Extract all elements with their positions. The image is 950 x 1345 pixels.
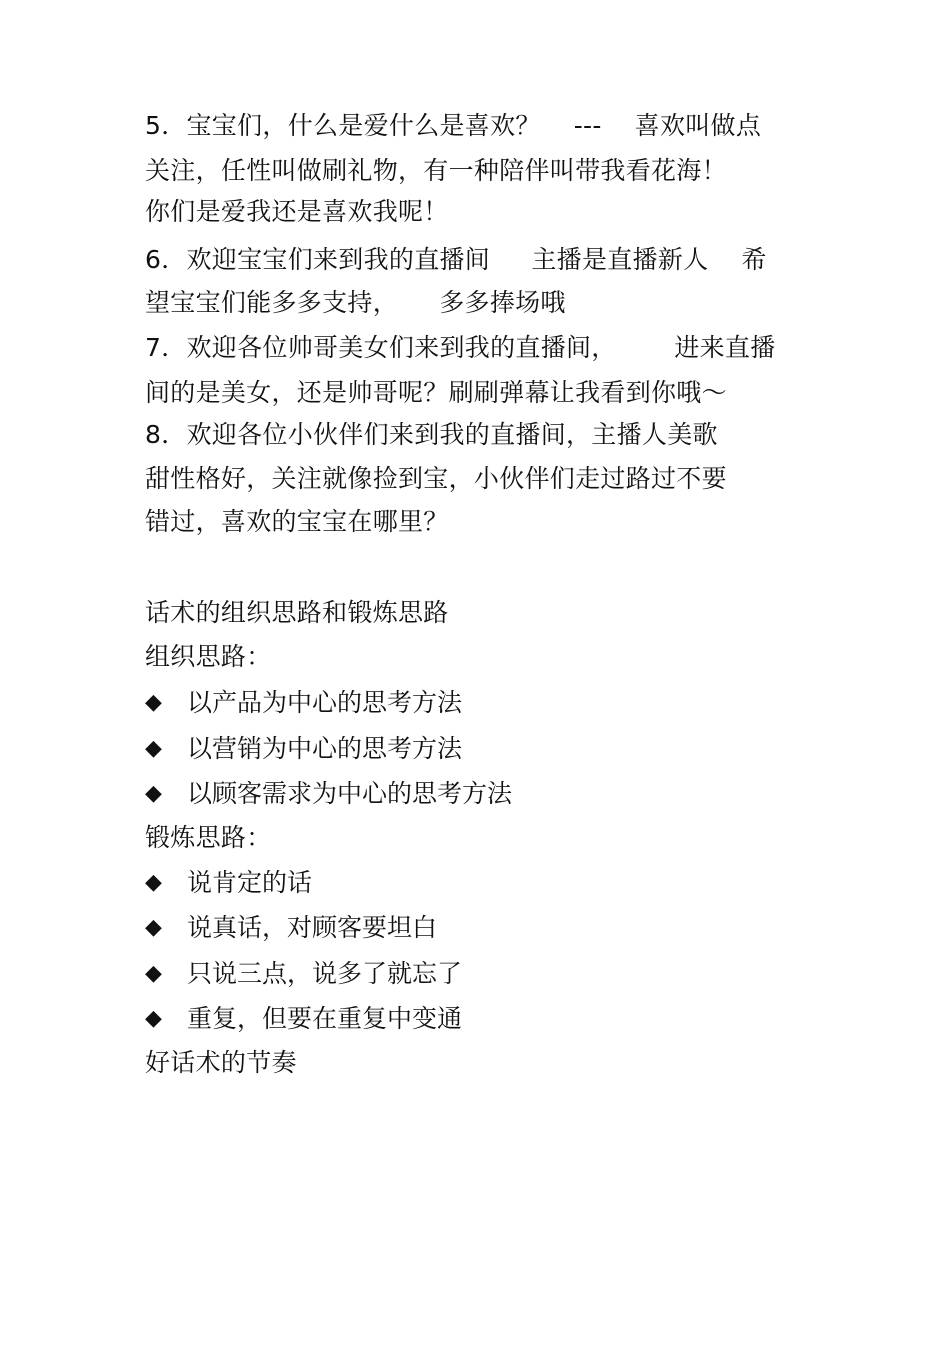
practice-label: 锻炼思路： [145,823,272,852]
practice-bullet-4: 重复，但要在重复中变通 [187,1004,463,1033]
item-6-line-2: 望宝宝们能多多支持， 多多捧场哦 [145,288,566,317]
item-5-line-1: 5．宝宝们，什么是爱什么是喜欢？ --- 喜欢叫做点 [145,111,762,140]
item-8-line-3: 错过，喜欢的宝宝在哪里？ [145,507,449,536]
diamond-bullet-icon: ◆ [145,1006,162,1031]
item-7-line-2: 间的是美女，还是帅哥呢？刷刷弹幕让我看到你哦～ [145,378,727,407]
section-heading: 话术的组织思路和锻炼思路 [145,598,449,627]
practice-bullet-2: 说真话，对顾客要坦白 [187,913,438,942]
rhythm-heading: 好话术的节奏 [145,1048,297,1077]
item-6-line-1: 6．欢迎宝宝们来到我的直播间 主播是直播新人 希 [145,245,767,274]
diamond-bullet-icon: ◆ [145,781,162,806]
diamond-bullet-icon: ◆ [145,870,162,895]
item-8-line-2: 甜性格好，关注就像捡到宝，小伙伴们走过路过不要 [145,464,727,493]
practice-bullet-3: 只说三点，说多了就忘了 [187,959,463,988]
practice-bullet-1: 说肯定的话 [187,868,313,897]
organize-bullet-3: 以顾客需求为中心的思考方法 [187,779,513,808]
diamond-bullet-icon: ◆ [145,961,162,986]
diamond-bullet-icon: ◆ [145,736,162,761]
diamond-bullet-icon: ◆ [145,915,162,940]
item-5-line-2: 关注，任性叫做刷礼物，有一种陪伴叫带我看花海！ [145,156,727,185]
item-8-line-1: 8．欢迎各位小伙伴们来到我的直播间，主播人美歌 [145,420,718,449]
organize-bullet-1: 以产品为中心的思考方法 [187,688,463,717]
organize-bullet-2: 以营销为中心的思考方法 [187,734,463,763]
organize-label: 组织思路： [145,642,272,671]
item-7-line-1: 7．欢迎各位帅哥美女们来到我的直播间， 进来直播 [145,333,776,362]
diamond-bullet-icon: ◆ [145,690,162,715]
item-5-line-3: 你们是爱我还是喜欢我呢！ [145,197,449,226]
